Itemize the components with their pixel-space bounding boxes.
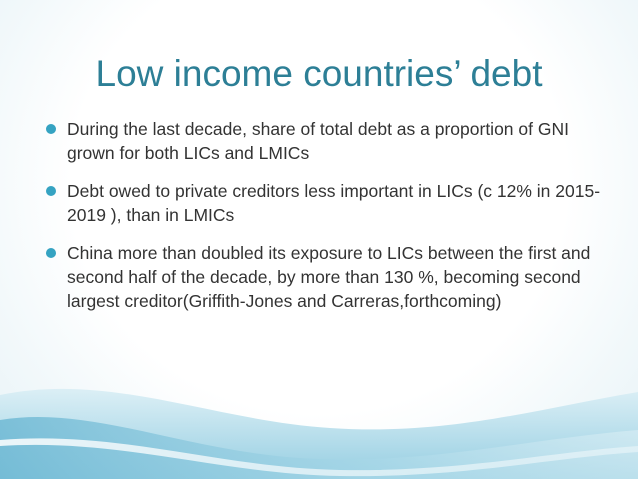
bullet-item [46, 117, 606, 165]
bullet-marker-icon [46, 248, 56, 258]
bullet-text: Debt owed to private creditors less important in LICs (c 12% in 2015-2019 ), than in LMICs [67, 181, 601, 225]
bullet-text: China more than doubled its exposure to LICs between the first and second half of the decade, by more than 130 %, becoming second largest creditor(Griffith-Jones and Carreras,forthcoming) [67, 243, 591, 311]
bullet-marker-icon [46, 186, 56, 196]
bullet-item [46, 241, 606, 313]
bullet-list [46, 117, 606, 327]
slide-title: Low income countries’ debt [95, 53, 543, 94]
bullet-marker-icon [46, 124, 56, 134]
bullet-item [46, 179, 606, 227]
bullet-text: During the last decade, share of total debt as a proportion of GNI grown for both LICs and LMICs [67, 119, 569, 163]
